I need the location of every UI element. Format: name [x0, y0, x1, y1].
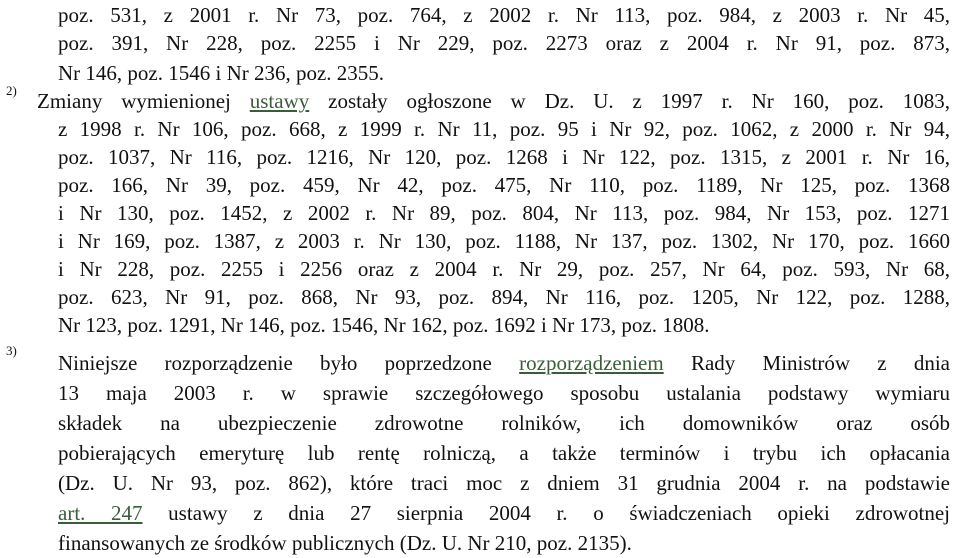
footnote-3-text: ustawy z dnia 27 sierpnia 2004 r. o świadczeniach opieki zdrowotnej	[142, 501, 950, 525]
footnote-2-line: poz. 1037, Nr 116, poz. 1216, Nr 120, poz. 1268 i Nr 122, poz. 1315, z 2001 r. Nr 16,	[58, 145, 950, 169]
footnote-1-line: poz. 531, z 2001 r. Nr 73, poz. 764, z 2002 r. Nr 113, poz. 984, z 2003 r. Nr 45,	[58, 3, 950, 27]
footnote-2-line: Nr 123, poz. 1291, Nr 146, poz. 1546, Nr 162, poz. 1692 i Nr 173, poz. 1808.	[58, 313, 710, 337]
footnote-2-line: i Nr 169, poz. 1387, z 2003 r. Nr 130, poz. 1188, Nr 137, poz. 1302, Nr 170, poz. 1660	[58, 229, 950, 253]
rozporzadzeniem-link[interactable]: rozporządzeniem	[519, 351, 664, 375]
footnote-2-line: z 1998 r. Nr 106, poz. 668, z 1999 r. Nr 11, poz. 95 i Nr 92, poz. 1062, z 2000 r. Nr 94,	[58, 117, 950, 141]
footnote-3-marker: 3)	[6, 343, 17, 358]
footnote-1-line: Nr 146, poz. 1546 i Nr 236, poz. 2355.	[58, 61, 385, 85]
footnote-3-text: Rady Ministrów z dnia	[663, 351, 950, 375]
footnote-3-text: Niniejsze rozporządzenie było poprzedzone	[58, 351, 520, 375]
ustawy-link[interactable]: ustawy	[249, 89, 310, 113]
footnote-3-line: 13 maja 2003 r. w sprawie szczegółowego sposobu ustalania podstawy wymiaru	[58, 381, 950, 405]
footnote-2-text: Zmiany wymienionej	[37, 89, 250, 113]
footnote-3-line: (Dz. U. Nr 93, poz. 862), które traci moc z dniem 31 grudnia 2004 r. na podstawie	[58, 471, 950, 495]
footnote-2-line: i Nr 228, poz. 2255 i 2256 oraz z 2004 r. Nr 29, poz. 257, Nr 64, poz. 593, Nr 68,	[58, 257, 950, 281]
footnote-2-line: poz. 623, Nr 91, poz. 868, Nr 93, poz. 894, Nr 116, poz. 1205, Nr 122, poz. 1288,	[58, 285, 950, 309]
footnote-3-line: finansowanych ze środków publicznych (Dz. U. Nr 210, poz. 2135).	[58, 531, 632, 555]
footnote-1-line: poz. 391, Nr 228, poz. 2255 i Nr 229, poz. 2273 oraz z 2004 r. Nr 91, poz. 873,	[58, 31, 950, 55]
footnote-3-first-line	[58, 350, 950, 376]
footnote-3-link-line	[58, 500, 950, 526]
footnote-2-first-line	[37, 88, 950, 114]
footnote-2-marker: 2)	[6, 83, 17, 98]
footnote-2-text: zostały ogłoszone w Dz. U. z 1997 r. Nr 160, poz. 1083,	[309, 89, 950, 113]
art-247-link[interactable]: art. 247	[58, 501, 143, 525]
footnote-3-line: pobierających emeryturę lub rentę rolniczą, a także terminów i trybu ich opłacania	[58, 441, 950, 465]
footnote-2-line: i Nr 130, poz. 1452, z 2002 r. Nr 89, poz. 804, Nr 113, poz. 984, Nr 153, poz. 1271	[58, 201, 950, 225]
footnote-3-line: składek na ubezpieczenie zdrowotne rolników, ich domowników oraz osób	[58, 411, 950, 435]
footnote-2-line: poz. 166, Nr 39, poz. 459, Nr 42, poz. 475, Nr 110, poz. 1189, Nr 125, poz. 1368	[58, 173, 950, 197]
